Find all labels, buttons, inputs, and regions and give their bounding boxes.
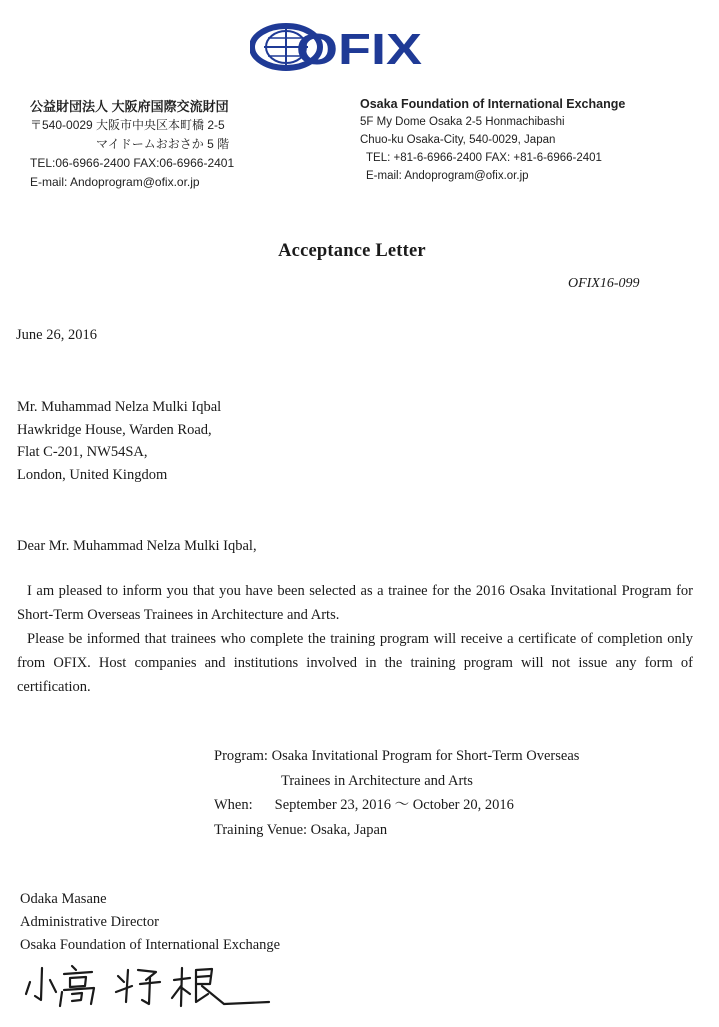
venue-value: Osaka, Japan bbox=[310, 821, 388, 838]
recipient-address bbox=[17, 396, 221, 486]
signer-org: Osaka Foundation of International Exchange bbox=[20, 937, 281, 953]
address-jp-line1: 〒540-0029 大阪市中央区本町橋 2-5 bbox=[30, 118, 225, 132]
letter-date: June 26, 2016 bbox=[16, 327, 97, 343]
address-jp-line2: マイドームおおさか 5 階 bbox=[96, 137, 230, 151]
phone-fax-jp: TEL:06-6966-2400 FAX:06-6966-2401 bbox=[30, 156, 235, 170]
salutation: Dear Mr. Muhammad Nelza Mulki Iqbal, bbox=[17, 538, 257, 554]
when-label: When: bbox=[214, 797, 253, 813]
reference-number: OFIX16-099 bbox=[568, 276, 640, 291]
phone-fax-en: TEL: +81-6-6966-2400 FAX: +81-6-6966-2401 bbox=[366, 152, 602, 164]
recipient-address-line3: London, United Kingdom bbox=[17, 466, 168, 483]
program-details bbox=[214, 744, 579, 842]
recipient-name: Mr. Muhammad Nelza Mulki Iqbal bbox=[17, 399, 222, 415]
letter-body bbox=[17, 579, 693, 699]
body-paragraph-2: Please be informed that trainees who complete the training program will receive a certificate of completion only from OFIX. Host companies and institutions involved in the training program will not issue any form of certification. bbox=[17, 631, 693, 695]
org-name-jp: 公益財団法人 大阪府国際交流財団 bbox=[30, 99, 229, 114]
program-value-line2: Trainees in Architecture and Arts bbox=[281, 772, 473, 789]
letterhead-japanese bbox=[30, 97, 234, 192]
handwritten-signature bbox=[24, 962, 274, 1012]
venue-row bbox=[214, 818, 579, 843]
signer-title: Administrative Director bbox=[20, 914, 159, 930]
body-paragraph-1: I am pleased to inform you that you have been selected as a trainee for the 2016 Osaka Invitational Program for Short-Term Overseas Trainees in Architecture and Arts. bbox=[17, 583, 693, 623]
program-label: Program: bbox=[214, 748, 268, 764]
address-en-line1: 5F My Dome Osaka 2-5 Honmachibashi bbox=[360, 116, 565, 128]
email-en: E-mail: Andoprogram@ofix.or.jp bbox=[366, 170, 529, 182]
recipient-address-line1: Hawkridge House, Warden Road, bbox=[17, 421, 212, 438]
logo-text: OFIX bbox=[296, 25, 422, 72]
letter-title: Acceptance Letter bbox=[278, 241, 426, 261]
email-jp: E-mail: Andoprogram@ofix.or.jp bbox=[30, 175, 200, 189]
recipient-address-line2: Flat C-201, NW54SA, bbox=[17, 444, 148, 460]
when-value: September 23, 2016 ～ October 20, 2016 bbox=[274, 797, 514, 813]
address-en-line2: Chuo-ku Osaka-City, 540-0029, Japan bbox=[360, 134, 556, 146]
org-name-en: Osaka Foundation of International Exchange bbox=[360, 97, 626, 111]
program-value-line1: Osaka Invitational Program for Short-Term Overseas bbox=[271, 748, 580, 764]
letterhead-english bbox=[360, 95, 625, 185]
signer-block bbox=[20, 888, 280, 957]
venue-label: Training Venue: bbox=[214, 821, 308, 838]
ofix-logo bbox=[250, 22, 426, 72]
signer-name: Odaka Masane bbox=[20, 891, 107, 907]
when-row bbox=[214, 793, 579, 818]
program-row bbox=[214, 744, 579, 769]
